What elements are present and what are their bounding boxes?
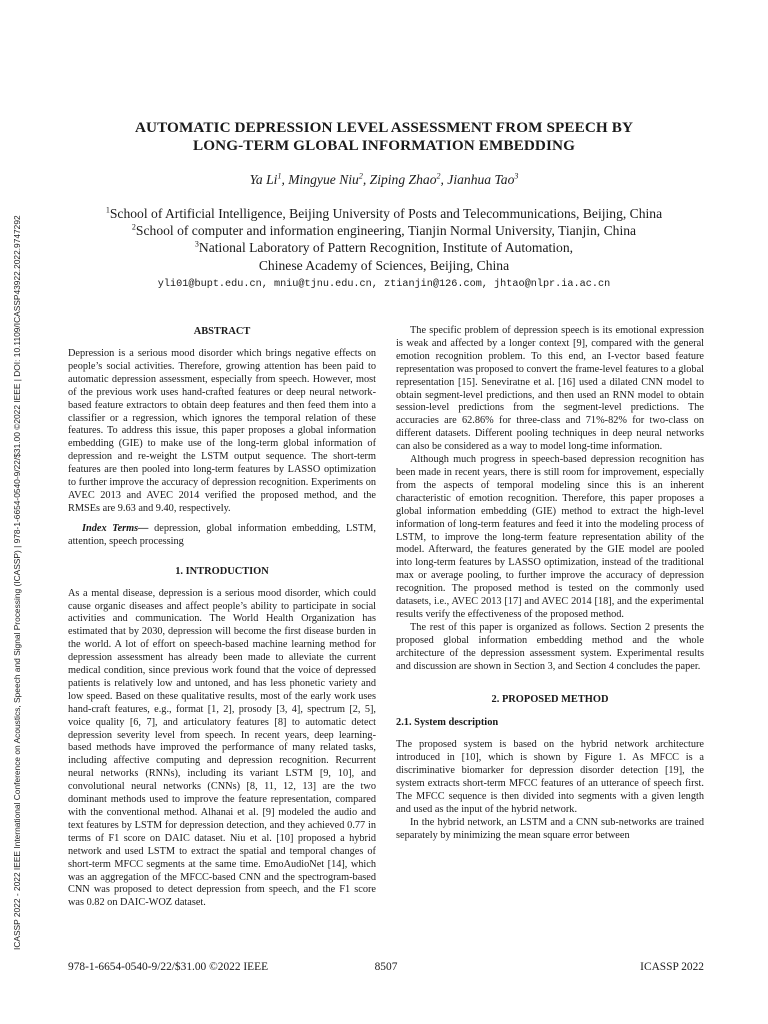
doi-sidebar bbox=[10, 95, 24, 950]
affiliation-line: $^3$National Laboratory of Pattern Recognition, Institute of Automation, bbox=[194, 239, 574, 256]
author-affil-mark: 1 bbox=[277, 171, 282, 181]
title-line-2: LONG-TERM GLOBAL INFORMATION EMBEDDING bbox=[193, 137, 575, 154]
author-affil-mark: 3 bbox=[514, 171, 519, 181]
proposed-method-heading: 2. PROPOSED METHOD bbox=[491, 694, 609, 706]
intro-paragraph-1: As a mental disease, depression is a serious mood disorder, which could cause organic diseases and affect people’s ability to participate in social activities and communication. The World Health Organization has estimated that by 2030, depression will become the first disease burden in the world. A lot of effort on speech-based machine learning method for depression assessment has already been made to alleviate the current medical condition, since previous work found that the voice of depressed patients is relatively low and untoned, and has less phonetic variety and low speed. Based on these qualitative results, most of the early work uses hand-craft features, e.g., format [1, 2], prosody [3, 4], spectrum [2, 5], voice quality [6, 7], and articulatory features [8] to automatic detect depression severity level from speech. In recent years, deep learning-based methods have improved the performance of many related tasks, including affective computing and depression recognition. Recurrent neural networks (RNNs), including its variant LSTM [9, 10], and convolutional neural networks (CNNs) [8, 11, 12, 13] are the two dominant methods used to improve the feature representation, compared with the conventional method. Alhanai et al. [9] modeled the audio and text features by LSTM for depression detection, and they achieved 0.77 in terms of F1 score on DAIC dataset. Niu et al. [10] proposed a hybrid network and used LSTM to extract the spatial and temporal changes of short-term MFCC segments at the same time. EmoAudioNet [14], which was an aggregation of the MFCC-based CNN and the spectrogram-based CNN was proposed to detect depression from speech, and the F1 score was 0.82 on DAIC-WOZ dataset. bbox=[68, 587, 376, 909]
doi-sidebar-text: ICASSP 2022 - 2022 IEEE International Conference on Acoustics, Speech and Signal Processing (ICASSP) | 978-1-6654-0540-9/22/$31.00 ©2022 IEEE | DOI: 10.1109/ICASSP43922.2022.9747292 bbox=[12, 215, 22, 950]
footer-venue: ICASSP 2022 bbox=[640, 961, 704, 973]
page-footer bbox=[68, 960, 704, 974]
intro-paragraph-3: Although much progress in speech-based depression recognition has been made in recent years, there is still room for improvement, especially from the aspects of temporal modeling since this is an inherent characteristic of emotion recognition. Therefore, this paper proposes a global information embedding (GIE) method to extract the high-level information of long-term features and feed it into the modeling process of LSTM, to improve the long-term feature representation ability of the model. Afterward, the features generated by the GIE model are pooled into long-term features by LASSO optimization, instead of the traditional max or average pooling, to further improve the accuracy of depression recognition. The proposed method is tested on the commonly used datasets, i.e., AVEC 2013 [17] and AVEC 2014 [18], and the experimental results verify the effectiveness of the proposed method. bbox=[396, 454, 704, 620]
method-paragraph-2: In the hybrid network, an LSTM and a CNN sub-networks are trained separately by minimizing the mean square error between bbox=[396, 816, 704, 841]
right-column bbox=[396, 325, 704, 843]
author-name: Ya Li bbox=[249, 172, 278, 187]
left-column bbox=[68, 325, 376, 910]
system-description-heading: 2.1. System description bbox=[396, 717, 499, 729]
author-list: Ya Li$^1$, Mingyue Niu$^2$, Ziping Zhao$^2$, Jianhua Tao$^3$ bbox=[249, 171, 519, 187]
affiliation-line: $^1$School of Artificial Intelligence, Beijing University of Posts and Telecommunications, Beijing, China bbox=[105, 205, 663, 221]
author-affil-mark: 2 bbox=[436, 171, 441, 181]
abstract-text: Depression is a serious mood disorder which brings negative effects on people’s social activities. Therefore, growing attention has been paid to automatic depression assessment, especially from speech. However, most of the previous work uses hand-crafted features or deep neural network-based feature extractors to obtain deep features and then feed them into a classifier or a regression, which ignores the temporal relation of these features. To address this issue, this paper proposes a global information embedding (GIE) to make use of the long-term global information of depression and re-weight the LSTM output sequence. The short-term features are then pooled into long-term features by LASSO optimization to further improve the accuracy of depression recognition. Experiments on AVEC 2013 and AVEC 2014 verified the proposed method, and the RMSEs are 9.63 and 9.40, respectively. bbox=[68, 348, 376, 514]
intro-paragraph-4: The rest of this paper is organized as follows. Section 2 presents the proposed global information embedding method and the whole architecture of the depression assessment system. Experimental results and discussion are shown in Section 3, and Section 4 concludes the paper. bbox=[396, 621, 704, 672]
affiliation-line: $^2$School of computer and information engineering, Tianjin Normal University, Tianjin, China bbox=[131, 222, 637, 239]
page-number: 8507 bbox=[374, 961, 398, 973]
method-paragraph-1: The proposed system is based on the hybrid network architecture introduced in [10], which is shown by Figure 1. As MFCC is a discriminative biomarker for depression disorder detection [19], the system extracts short-term MFCC features of an utterance of speech first. The MFCC sequence is then divided into segments with a given length and used as the input of the hybrid network. bbox=[396, 739, 704, 815]
intro-paragraph-2: The specific problem of depression speech is its emotional expression is weak and affected by a longer context [9], compared with the general emotion recognition problem. To this end, an I-vector based feature representation was proposed to convert the frame-level features to a global representation [15]. Seneviratne et al. [16] used a dilated CNN model to obtain segment-level predictions, and then used an RNN model to obtain session-level predictions from the segment-level predictions. The accuracies are 62.86% for three-class and 71%-82% for two-class on different datasets. Different pooling techniques in deep neural networks can also be considered as a way to model long-time information. bbox=[396, 325, 704, 453]
title-line-1: AUTOMATIC DEPRESSION LEVEL ASSESSMENT FROM SPEECH BY bbox=[134, 119, 634, 136]
affiliation-line: Chinese Academy of Sciences, Beijing, China bbox=[258, 257, 510, 273]
index-terms-label: Index Terms— bbox=[82, 522, 149, 534]
footer-copyright: 978-1-6654-0540-9/22/$31.00 ©2022 IEEE bbox=[68, 961, 269, 973]
author-name: Mingyue Niu bbox=[288, 172, 359, 187]
paper-title bbox=[60, 119, 708, 155]
author-emails: yli01@bupt.edu.cn, mniu@tjnu.edu.cn, ztianjin@126.com, jhtao@nlpr.ia.ac.cn bbox=[157, 279, 611, 290]
index-terms-text: depression, global information embedding, LSTM, attention, speech processing bbox=[68, 522, 376, 547]
affiliation-list bbox=[40, 205, 728, 274]
abstract-heading: ABSTRACT bbox=[193, 326, 251, 337]
index-terms bbox=[68, 523, 376, 549]
author-name: Jianhua Tao bbox=[447, 172, 515, 187]
author-affil-mark: 2 bbox=[358, 171, 363, 181]
author-name: Ziping Zhao bbox=[369, 172, 437, 187]
introduction-heading: 1. INTRODUCTION bbox=[175, 565, 269, 577]
